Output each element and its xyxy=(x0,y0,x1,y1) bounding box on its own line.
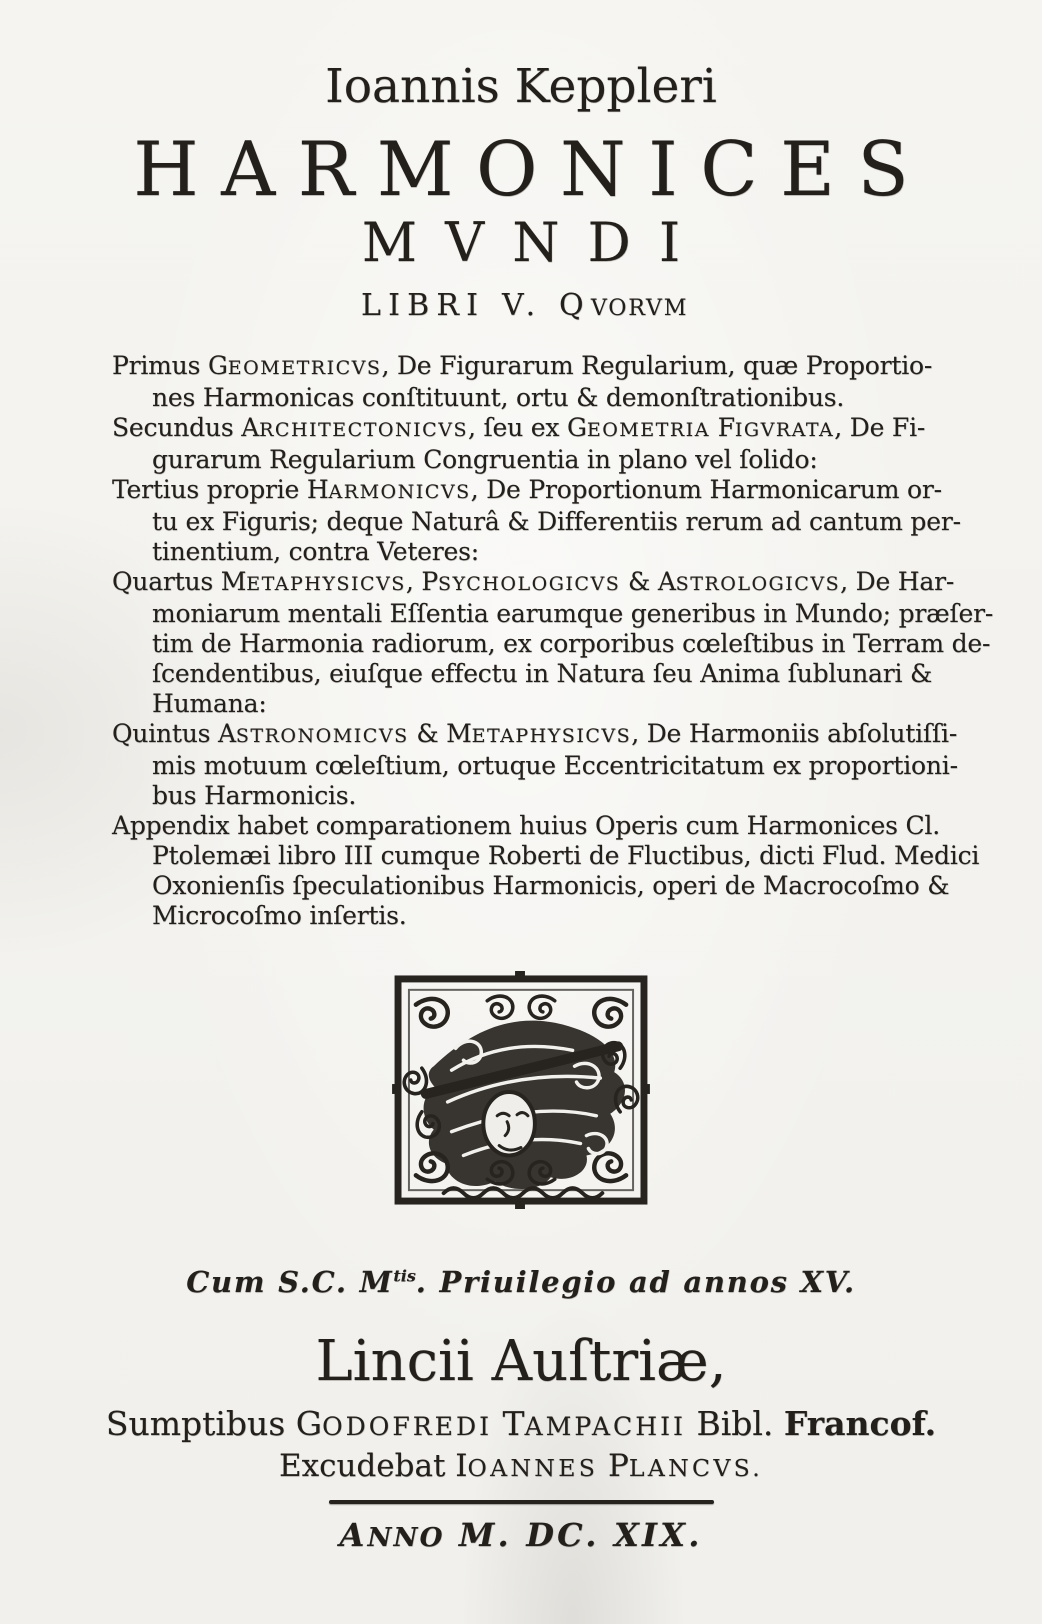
book3-line2: tu ex Figuris; deque Naturâ & Differentiis rerum ad cantum per- xyxy=(152,507,961,537)
book4-line1 xyxy=(112,567,958,599)
book1-line1 xyxy=(112,351,958,383)
printer-text2: P xyxy=(598,1448,629,1485)
book3-smallcaps: ARMONICVS xyxy=(328,481,471,504)
privilege-text2: . Priuilegio ad annos XV. xyxy=(415,1265,856,1300)
imprint-place: Lincii Auſtriæ, xyxy=(315,1329,727,1395)
privilege-text: Cum S.C. M xyxy=(186,1265,394,1300)
author-line: Ioannis Keppleri xyxy=(325,59,717,114)
book5-smallcaps1: STRONOMICVS xyxy=(235,725,409,748)
book4-text4: , De Har- xyxy=(840,567,955,597)
year-text2: M. DC. XIX. xyxy=(444,1516,703,1555)
book5-text3: , De Harmoniis abſolutiſſi- xyxy=(631,719,958,749)
book2-text: Secundus A xyxy=(112,413,260,443)
book4-smallcaps1: ETAPHYSICVS xyxy=(246,573,406,596)
separator-rule xyxy=(329,1500,714,1504)
book2-text4: , De Fi- xyxy=(834,413,926,443)
book2-line2: gurarum Regularium Congruentia in plano vel ſolido: xyxy=(152,445,818,475)
printer-smallcaps1: OANNES xyxy=(467,1454,599,1483)
printer-text: Excudebat I xyxy=(278,1448,468,1485)
appendix-line1: Appendix habet comparationem huius Operis cum Harmonices Cl. xyxy=(112,811,940,841)
publisher-francof: Francof. xyxy=(783,1404,937,1444)
book1-line2: nes Harmonicas conſtituunt, ortu & demonſtrationibus. xyxy=(152,383,845,413)
book4-line3: tim de Harmonia radiorum, ex corporibus cœleſtibus in Terram de- xyxy=(152,629,991,659)
book4-text2: , P xyxy=(405,567,438,597)
book1-text2: , De Figurarum Regularium, quæ Proportio- xyxy=(381,351,933,381)
book4-line4: ſcendentibus, eiuſque effectu in Natura ſeu Anima ſublunari & xyxy=(152,659,933,689)
book2-text3: F xyxy=(709,413,735,443)
privilege-superscript: tis xyxy=(393,1266,416,1286)
imprint-year xyxy=(0,1516,1042,1554)
subtitle-text-smallcaps: VORVM xyxy=(590,295,689,322)
book5-smallcaps2: ETAPHYSICVS xyxy=(471,725,632,748)
book5-line3: bus Harmonicis. xyxy=(152,781,357,811)
book2-line1 xyxy=(112,413,958,445)
subtitle-text: LIBRI V. Q xyxy=(360,288,591,324)
book-list xyxy=(112,351,994,931)
imprint-printer xyxy=(0,1448,1042,1484)
book5-text: Quintus A xyxy=(112,719,236,749)
book5-text2: & M xyxy=(408,719,472,749)
book5-line1 xyxy=(112,719,958,751)
book2-smallcaps1: RCHITECTONICVS xyxy=(259,419,468,442)
publisher-text3: Bibl. xyxy=(685,1404,784,1444)
book3-text: Tertius proprie H xyxy=(112,475,329,505)
book-title-line2: MVNDI xyxy=(361,211,709,275)
book2-smallcaps3: IGVRATA xyxy=(734,419,835,442)
appendix-line2: Ptolemæi libro III cumque Roberti de Fluctibus, dicti Flud. Medici xyxy=(152,841,980,871)
book5-line2: mis motuum cœleſtium, ortuque Eccentricitatum ex proportioni- xyxy=(152,751,958,781)
book3-line3: tinentium, contra Veteres: xyxy=(152,537,479,567)
publisher-text2: T xyxy=(492,1404,525,1444)
year-smallcaps: NNO xyxy=(367,1522,445,1554)
appendix-line3: Oxonienſis ſpeculationibus Harmonicis, operi de Macrocoſmo & xyxy=(152,871,950,901)
year-text: A xyxy=(339,1516,368,1555)
publisher-smallcaps2: AMPACHII xyxy=(524,1412,686,1442)
book3-text2: , De Proportionum Harmonicarum or- xyxy=(470,475,942,505)
woodcut-ornament xyxy=(0,971,1042,1211)
publisher-smallcaps1: ODOFREDI xyxy=(322,1412,493,1442)
imprint-publisher xyxy=(0,1404,1042,1443)
book4-text3: & A xyxy=(620,567,676,597)
book4-text: Quartus M xyxy=(112,567,247,597)
book4-line5: Humana: xyxy=(152,689,267,719)
book2-text2: , ſeu ex G xyxy=(468,413,587,443)
publisher-text: Sumptibus G xyxy=(105,1404,323,1444)
book2-smallcaps2: EOMETRIA xyxy=(586,419,710,442)
book-title-line1: HARMONICES xyxy=(133,125,932,214)
book3-line1 xyxy=(112,475,958,507)
book1-smallcaps: EOMETRICVS xyxy=(227,357,382,380)
book4-smallcaps2: SYCHOLOGICVS xyxy=(437,573,621,596)
privilege-line xyxy=(0,1265,1042,1299)
book1-text: Primus G xyxy=(112,351,228,381)
appendix-line4: Microcoſmo inſertis. xyxy=(152,901,407,931)
book4-smallcaps3: STROLOGICVS xyxy=(675,573,841,596)
subtitle-libri-v-quorum xyxy=(0,288,1042,323)
book4-line2: moniarum mentali Eſſentia earumque generibus in Mundo; præſer- xyxy=(152,599,994,629)
printer-smallcaps2: LANCVS. xyxy=(628,1454,763,1483)
